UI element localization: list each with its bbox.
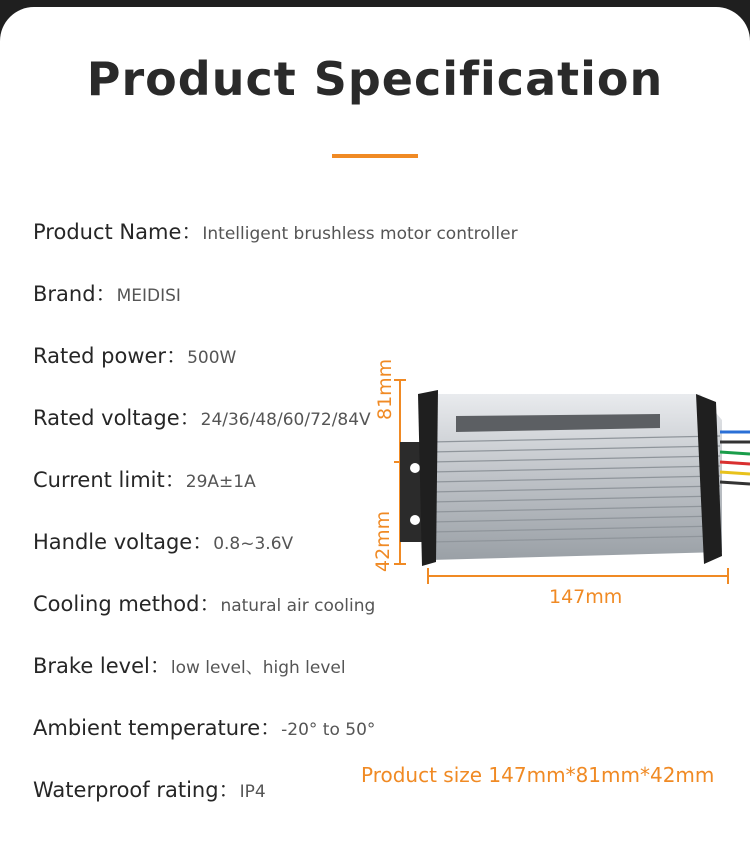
spec-value: 0.8~3.6V bbox=[213, 534, 294, 554]
spec-brand bbox=[33, 278, 181, 308]
spec-current-limit bbox=[33, 464, 256, 494]
spec-waterproof-rating bbox=[33, 774, 266, 804]
spec-value: MEIDISI bbox=[116, 286, 181, 306]
spec-value: low level、high level bbox=[170, 658, 346, 678]
spec-ambient-temperature bbox=[33, 712, 375, 742]
spec-label: Waterproof rating： bbox=[33, 778, 240, 802]
spec-label: Current limit： bbox=[33, 468, 186, 492]
spec-cooling-method bbox=[33, 588, 375, 618]
spec-label: Ambient temperature： bbox=[33, 716, 282, 740]
page-title: Product Specification bbox=[86, 52, 664, 106]
depth-dimension-label: 42mm bbox=[372, 510, 394, 572]
spec-value: 29A±1A bbox=[185, 472, 256, 492]
length-dimension-label: 147mm bbox=[549, 586, 623, 608]
spec-value: IP4 bbox=[239, 782, 266, 802]
spec-label: Brake level： bbox=[33, 654, 171, 678]
product-size-note: Product size 147mm*81mm*42mm bbox=[361, 763, 715, 787]
spec-value: 24/36/48/60/72/84V bbox=[200, 410, 371, 430]
spec-value: -20° to 50° bbox=[281, 720, 376, 740]
title-underline bbox=[332, 154, 418, 158]
spec-label: Cooling method： bbox=[33, 592, 221, 616]
spec-rated-power bbox=[33, 340, 236, 370]
motor-controller-image bbox=[370, 372, 750, 602]
spec-brake-level bbox=[33, 650, 346, 680]
spec-value: Intelligent brushless motor controller bbox=[202, 224, 518, 244]
height-dimension-label: 81mm bbox=[374, 358, 396, 420]
spec-label: Rated power： bbox=[33, 344, 188, 368]
spec-value: 500W bbox=[187, 348, 237, 368]
spec-label: Product Name： bbox=[33, 220, 203, 244]
spec-value: natural air cooling bbox=[220, 596, 376, 616]
spec-label: Handle voltage： bbox=[33, 530, 214, 554]
spec-rated-voltage bbox=[33, 402, 371, 432]
spec-label: Rated voltage： bbox=[33, 406, 201, 430]
spec-product-name bbox=[33, 216, 518, 246]
spec-label: Brand： bbox=[33, 282, 117, 306]
spec-handle-voltage bbox=[33, 526, 293, 556]
